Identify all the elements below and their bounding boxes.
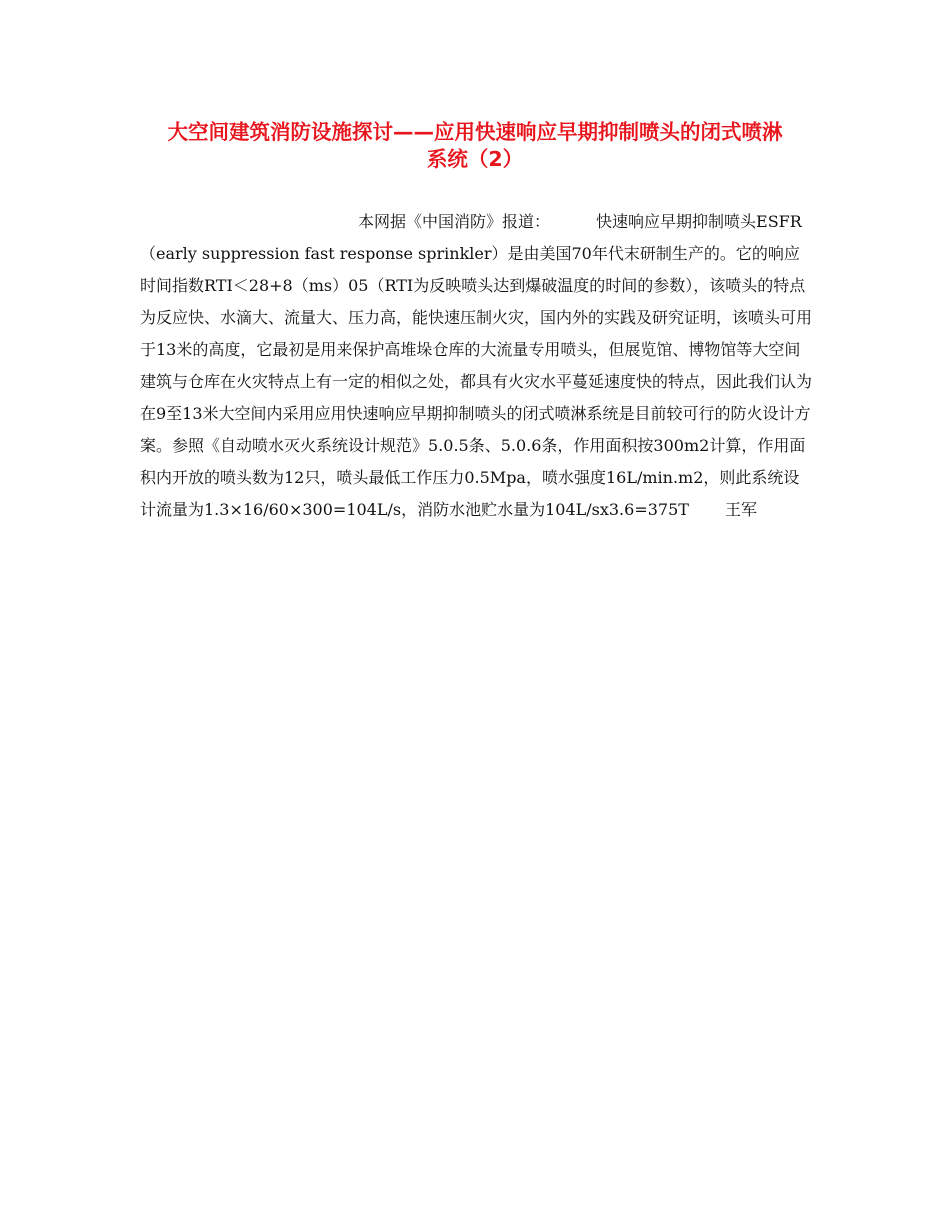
article-body-text: 快速响应早期抑制喷头ESFR（early suppression fast response sprinkler）是由美国70年代末研制生产的。它的响应时间指数RTI＜28+8（ms）05（RTI为反映喷头达到爆破温度的时间的参数），该喷头的特点为反应快、水滴大、流量大、压力高，能快速压制火灾，国内外的实践及研究证明，该喷头可用于13米的高度，它最初是用来保护高堆垛仓库的大流量专用喷头，但展览馆、博物馆等大空间建筑与仓库在火灾特点上有一定的相似之处，都具有火灾水平蔓延速度快的特点，因此我们认为在9至13米大空间内采用应用快速响应早期抑制喷头的闭式喷淋系统是目前较可行的防火设计方案。参照《自动喷水灭火系统设计规范》5.0.5条、5.0.6条，作用面积按300m2计算，作用面积内开放的喷头数为12只，喷头最低工作压力0.5Mpa，喷水强度16L/min.m2，则此系统设计流量为1.3×16/60×300=104L/s，消防水池贮水量为104L/sx3.6=375T (140, 212, 813, 519)
article-body (140, 206, 812, 526)
article-title-line-1: 大空间建筑消防设施探讨——应用快速响应早期抑制喷头的闭式喷淋 (167, 120, 783, 144)
author-name: 王军 (724, 500, 757, 519)
source-attribution: 本网据《中国消防》报道： (358, 212, 551, 231)
article-title (140, 119, 810, 173)
article-title-line-2: 系统（2） (426, 147, 524, 171)
